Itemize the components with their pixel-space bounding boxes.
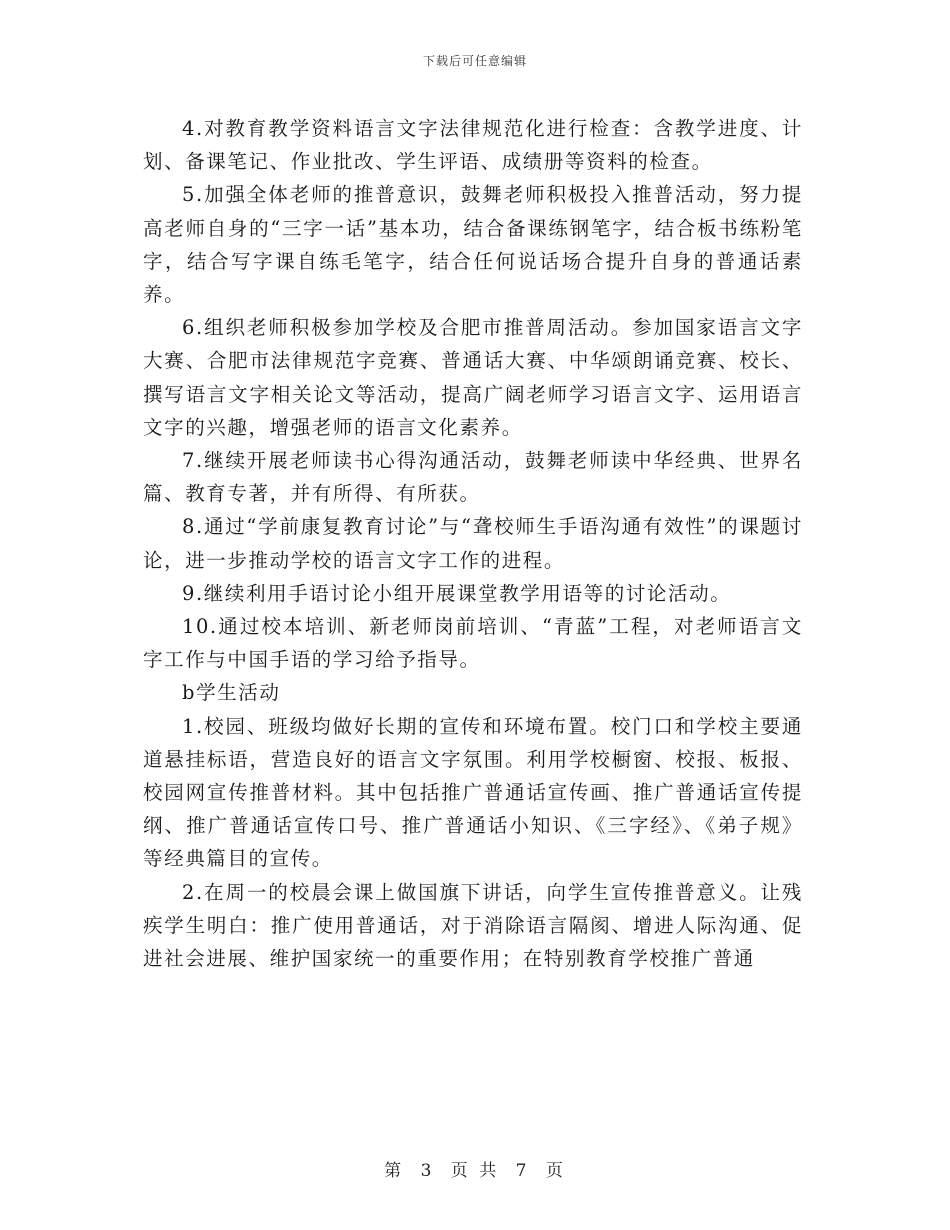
section-heading-student-activities: b学生活动 bbox=[182, 681, 281, 705]
paragraph-item-4: 4.对教育教学资料语言文字法律规范化进行检查：含教学进度、计划、备课笔记、作业批改、学生评语、成绩册等资料的检查。 bbox=[143, 117, 803, 174]
page-prefix: 第 bbox=[384, 1161, 405, 1181]
header-note: 下载后可任意编辑 bbox=[422, 54, 527, 68]
paragraph-student-2: 2.在周一的校晨会课上做国旗下讲话，向学生宣传推普意义。让残疾学生明白：推广使用普通话，对于消除语言隔阂、增进人际沟通、促进社会进展、维护国家统一的重要作用；在特别教育学校推广普通 bbox=[143, 880, 803, 971]
page-suffix: 页 bbox=[545, 1161, 566, 1181]
paragraph-item-6: 6.组织老师积极参加学校及合肥市推普周活动。参加国家语言文字大赛、合肥市法律规范字竞赛、普通话大赛、中华颂朗诵竞赛、校长、撰写语言文字相关论文等活动，提高广阔老师学习语言文字、运用语言文字的兴趣，增强老师的语言文化素养。 bbox=[143, 316, 803, 439]
page-current-number: 3 bbox=[420, 1161, 435, 1181]
paragraph-item-5: 5.加强全体老师的推普意识，鼓舞老师积极投入推普活动，努力提高老师自身的“三字一话”基本功，结合备课练钢笔字，结合板书练粉笔字，结合写字课自练毛笔字，结合任何说话场合提升自身的普通话素养。 bbox=[143, 183, 803, 307]
paragraph-item-9: 9.继续利用手语讨论小组开展课堂教学用语等的讨论活动。 bbox=[182, 581, 732, 605]
paragraph-item-10: 10.通过校本培训、新老师岗前培训、“青蓝”工程，对老师语言文字工作与中国手语的学习给予指导。 bbox=[143, 615, 803, 672]
page-total-number: 7 bbox=[515, 1161, 530, 1181]
paragraph-student-1: 1.校园、班级均做好长期的宣传和环境布置。校门口和学校主要通道悬挂标语，营造良好的语言文字氛围。利用学校橱窗、校报、板报、校园网宣传推普材料。其中包括推广普通话宣传画、推广普通话宣传提纲、推广普通话宣传口号、推广普通话小知识、《三字经》、《弟子规》等经典篇目的宣传。 bbox=[143, 714, 803, 871]
paragraph-item-8: 8.通过“学前康复教育讨论”与“聋校师生手语沟通有效性”的课题讨论，进一步推动学校的语言文字工作的进程。 bbox=[143, 515, 803, 572]
page-footer bbox=[0, 1156, 950, 1181]
paragraph-item-7: 7.继续开展老师读书心得沟通活动，鼓舞老师读中华经典、世界名篇、教育专著，并有所得、有所获。 bbox=[143, 449, 803, 506]
document-body bbox=[143, 112, 803, 975]
page-mid-text: 页 共 bbox=[450, 1161, 500, 1181]
